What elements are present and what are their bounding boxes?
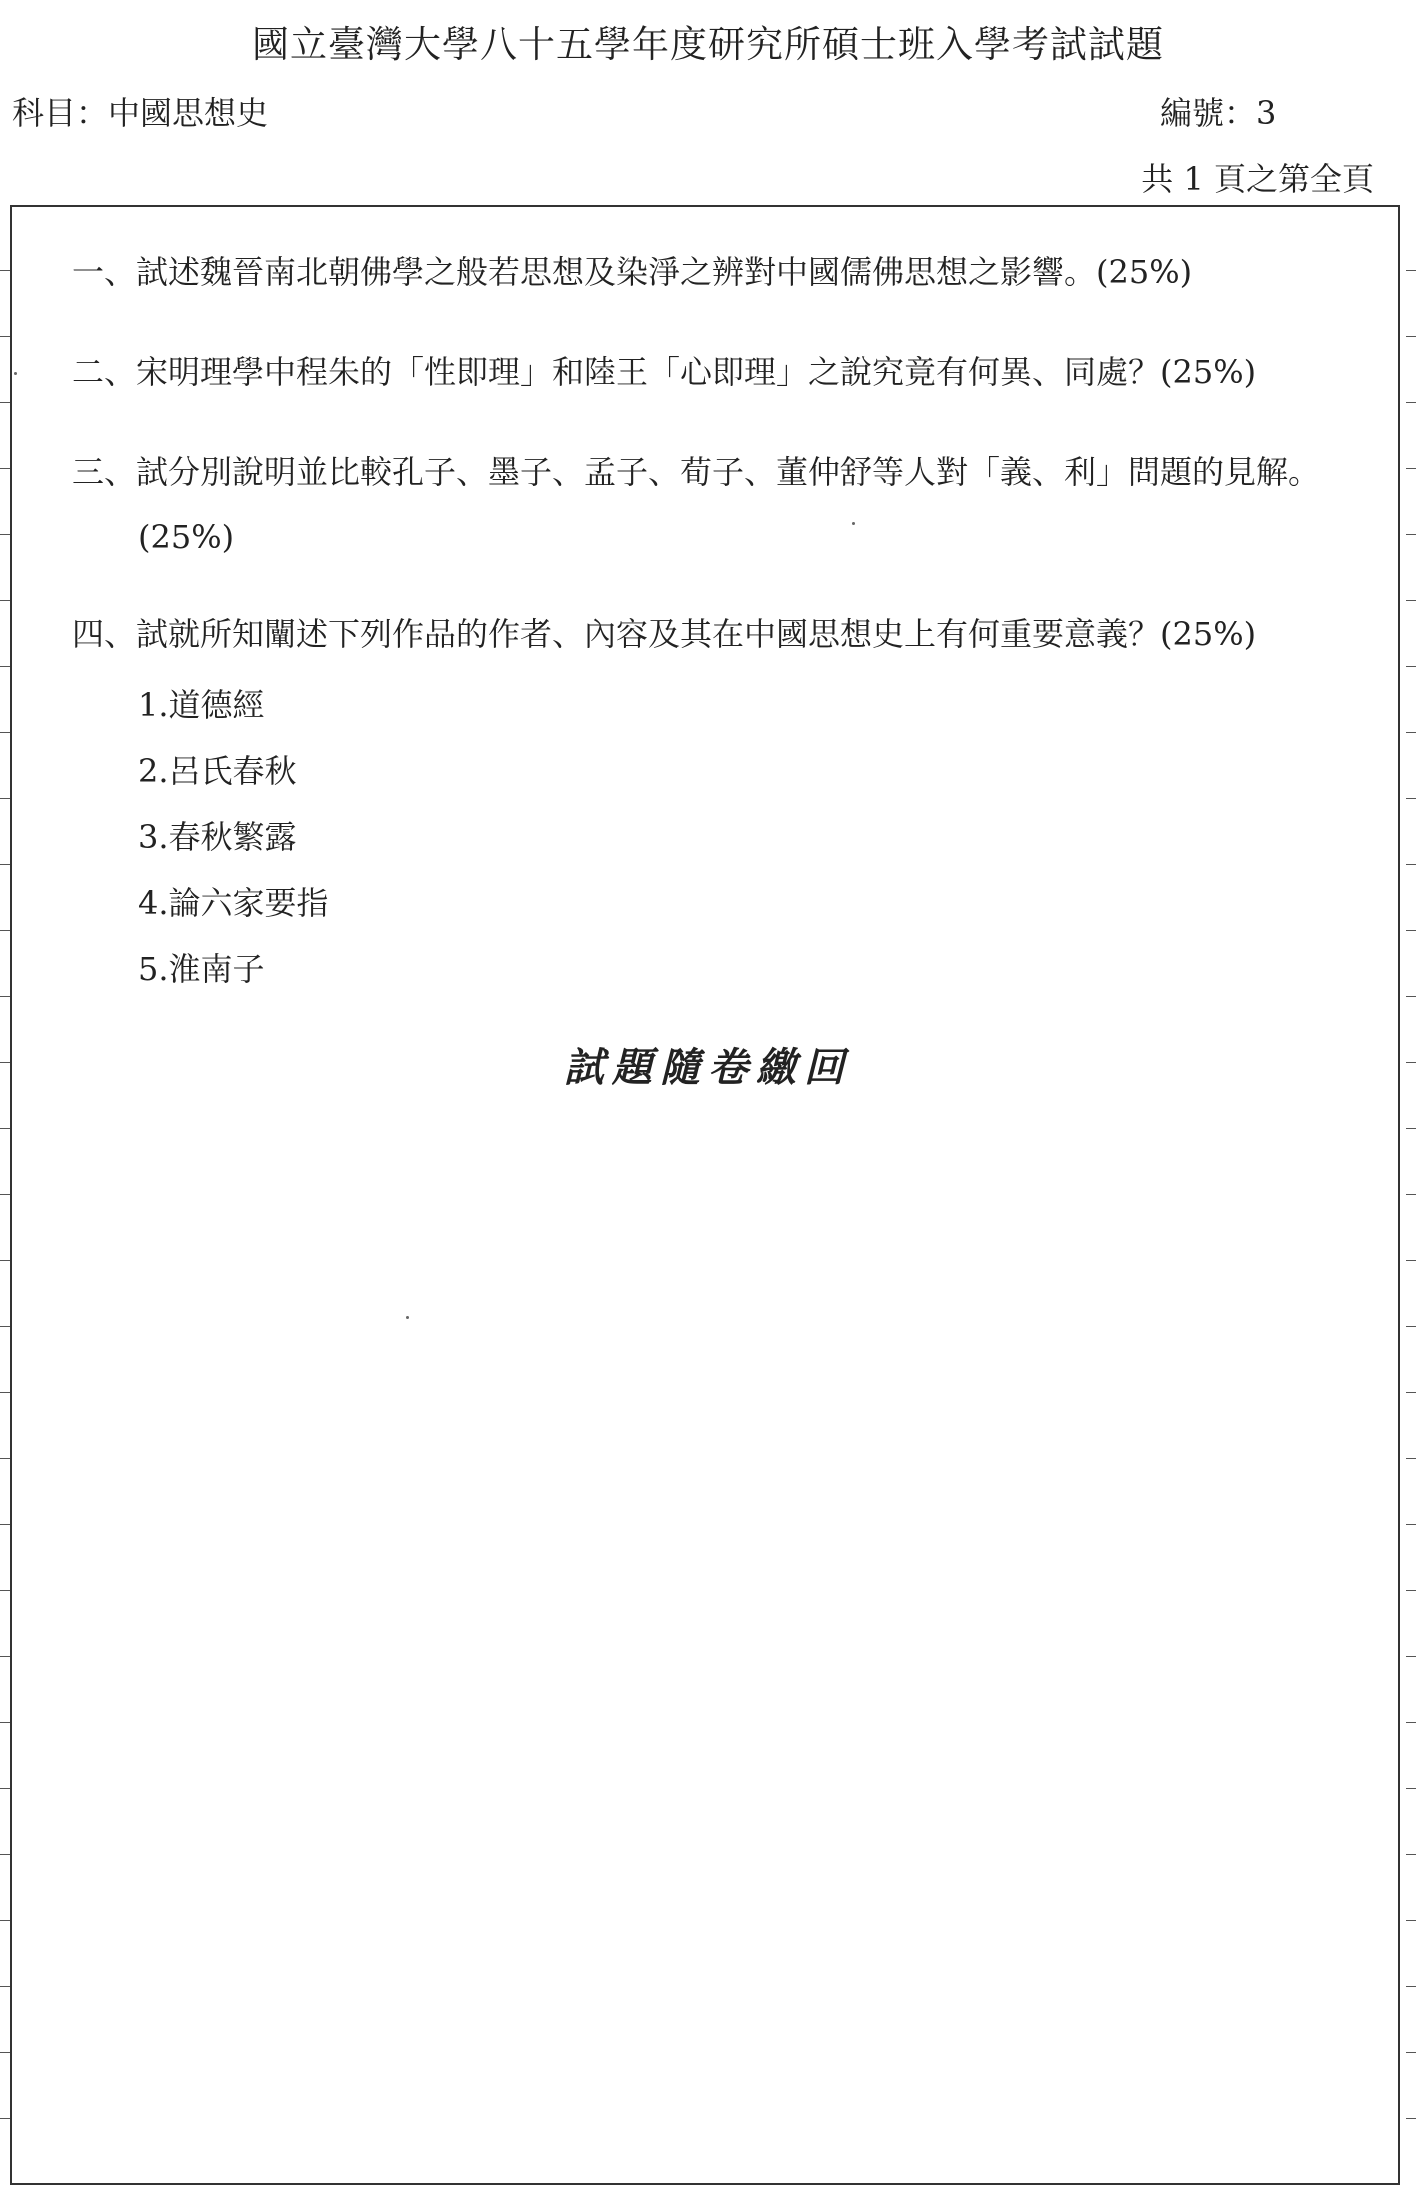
margin-tick xyxy=(0,864,10,865)
margin-tick xyxy=(0,1722,10,1723)
margin-tick xyxy=(1406,1590,1416,1591)
margin-tick xyxy=(0,930,10,931)
scan-speck xyxy=(852,522,855,525)
margin-tick xyxy=(1406,1920,1416,1921)
margin-tick xyxy=(0,336,10,337)
margin-tick xyxy=(0,1656,10,1657)
margin-tick xyxy=(0,1854,10,1855)
margin-tick xyxy=(0,1524,10,1525)
margin-tick xyxy=(0,996,10,997)
margin-tick xyxy=(1406,1788,1416,1789)
margin-tick xyxy=(0,1590,10,1591)
page-count: 共 1 頁之第全頁 xyxy=(1141,160,1374,198)
margin-tick xyxy=(0,600,10,601)
margin-tick xyxy=(0,1788,10,1789)
margin-tick xyxy=(0,1920,10,1921)
exam-subject: 科目：中國思想史 xyxy=(12,94,269,132)
margin-tick xyxy=(1406,1260,1416,1261)
margin-tick xyxy=(1406,1392,1416,1393)
margin-tick xyxy=(1406,864,1416,865)
margin-tick xyxy=(1406,1326,1416,1327)
margin-tick xyxy=(1406,930,1416,931)
margin-tick xyxy=(1406,1854,1416,1855)
question-3: 三、試分別說明並比較孔子、墨子、孟子、荀子、董仲舒等人對「義、利」問題的見解。 xyxy=(72,453,1321,491)
margin-tick xyxy=(0,402,10,403)
margin-tick xyxy=(1406,402,1416,403)
margin-tick xyxy=(0,468,10,469)
margin-tick xyxy=(1406,1986,1416,1987)
scan-speck xyxy=(406,1316,409,1319)
margin-tick xyxy=(1406,2118,1416,2119)
exam-number: 編號：3 xyxy=(1160,94,1277,132)
margin-tick xyxy=(0,798,10,799)
work-item: 1.道德經 xyxy=(138,686,265,724)
margin-tick xyxy=(1406,336,1416,337)
margin-tick xyxy=(1406,996,1416,997)
question-3-score: (25%) xyxy=(138,518,235,556)
margin-tick xyxy=(0,732,10,733)
margin-tick xyxy=(1406,1656,1416,1657)
work-item: 4.論六家要指 xyxy=(138,884,329,922)
margin-tick xyxy=(1406,1524,1416,1525)
question-4: 四、試就所知闡述下列作品的作者、內容及其在中國思想史上有何重要意義？(25%) xyxy=(72,615,1257,653)
return-stamp: 試題隨卷繳回 xyxy=(564,1044,852,1091)
work-item: 2.呂氏春秋 xyxy=(138,752,297,790)
work-item: 5.淮南子 xyxy=(138,950,265,988)
question-1: 一、試述魏晉南北朝佛學之般若思想及染淨之辨對中國儒佛思想之影響。(25%) xyxy=(72,253,1193,291)
margin-tick xyxy=(0,1128,10,1129)
question-frame xyxy=(10,205,1400,2185)
margin-tick xyxy=(0,1392,10,1393)
margin-tick xyxy=(1406,468,1416,469)
exam-title: 國立臺灣大學八十五學年度研究所碩士班入學考試試題 xyxy=(252,23,1164,66)
margin-tick xyxy=(0,2118,10,2119)
margin-tick xyxy=(0,666,10,667)
margin-tick xyxy=(0,534,10,535)
margin-tick xyxy=(0,270,10,271)
margin-tick xyxy=(1406,1128,1416,1129)
margin-tick xyxy=(0,1194,10,1195)
margin-tick xyxy=(1406,600,1416,601)
margin-tick xyxy=(0,1260,10,1261)
margin-tick xyxy=(0,1986,10,1987)
margin-tick xyxy=(1406,2052,1416,2053)
margin-tick xyxy=(1406,534,1416,535)
work-item: 3.春秋繁露 xyxy=(138,818,297,856)
margin-tick xyxy=(0,2052,10,2053)
margin-tick xyxy=(1406,798,1416,799)
margin-tick xyxy=(1406,732,1416,733)
margin-tick xyxy=(1406,1458,1416,1459)
margin-tick xyxy=(0,1326,10,1327)
question-2: 二、宋明理學中程朱的「性即理」和陸王「心即理」之說究竟有何異、同處？(25%) xyxy=(72,353,1257,391)
margin-tick xyxy=(1406,270,1416,271)
margin-tick xyxy=(0,1458,10,1459)
scan-speck xyxy=(14,372,17,375)
margin-tick xyxy=(1406,1722,1416,1723)
margin-tick xyxy=(1406,666,1416,667)
margin-tick xyxy=(1406,1194,1416,1195)
